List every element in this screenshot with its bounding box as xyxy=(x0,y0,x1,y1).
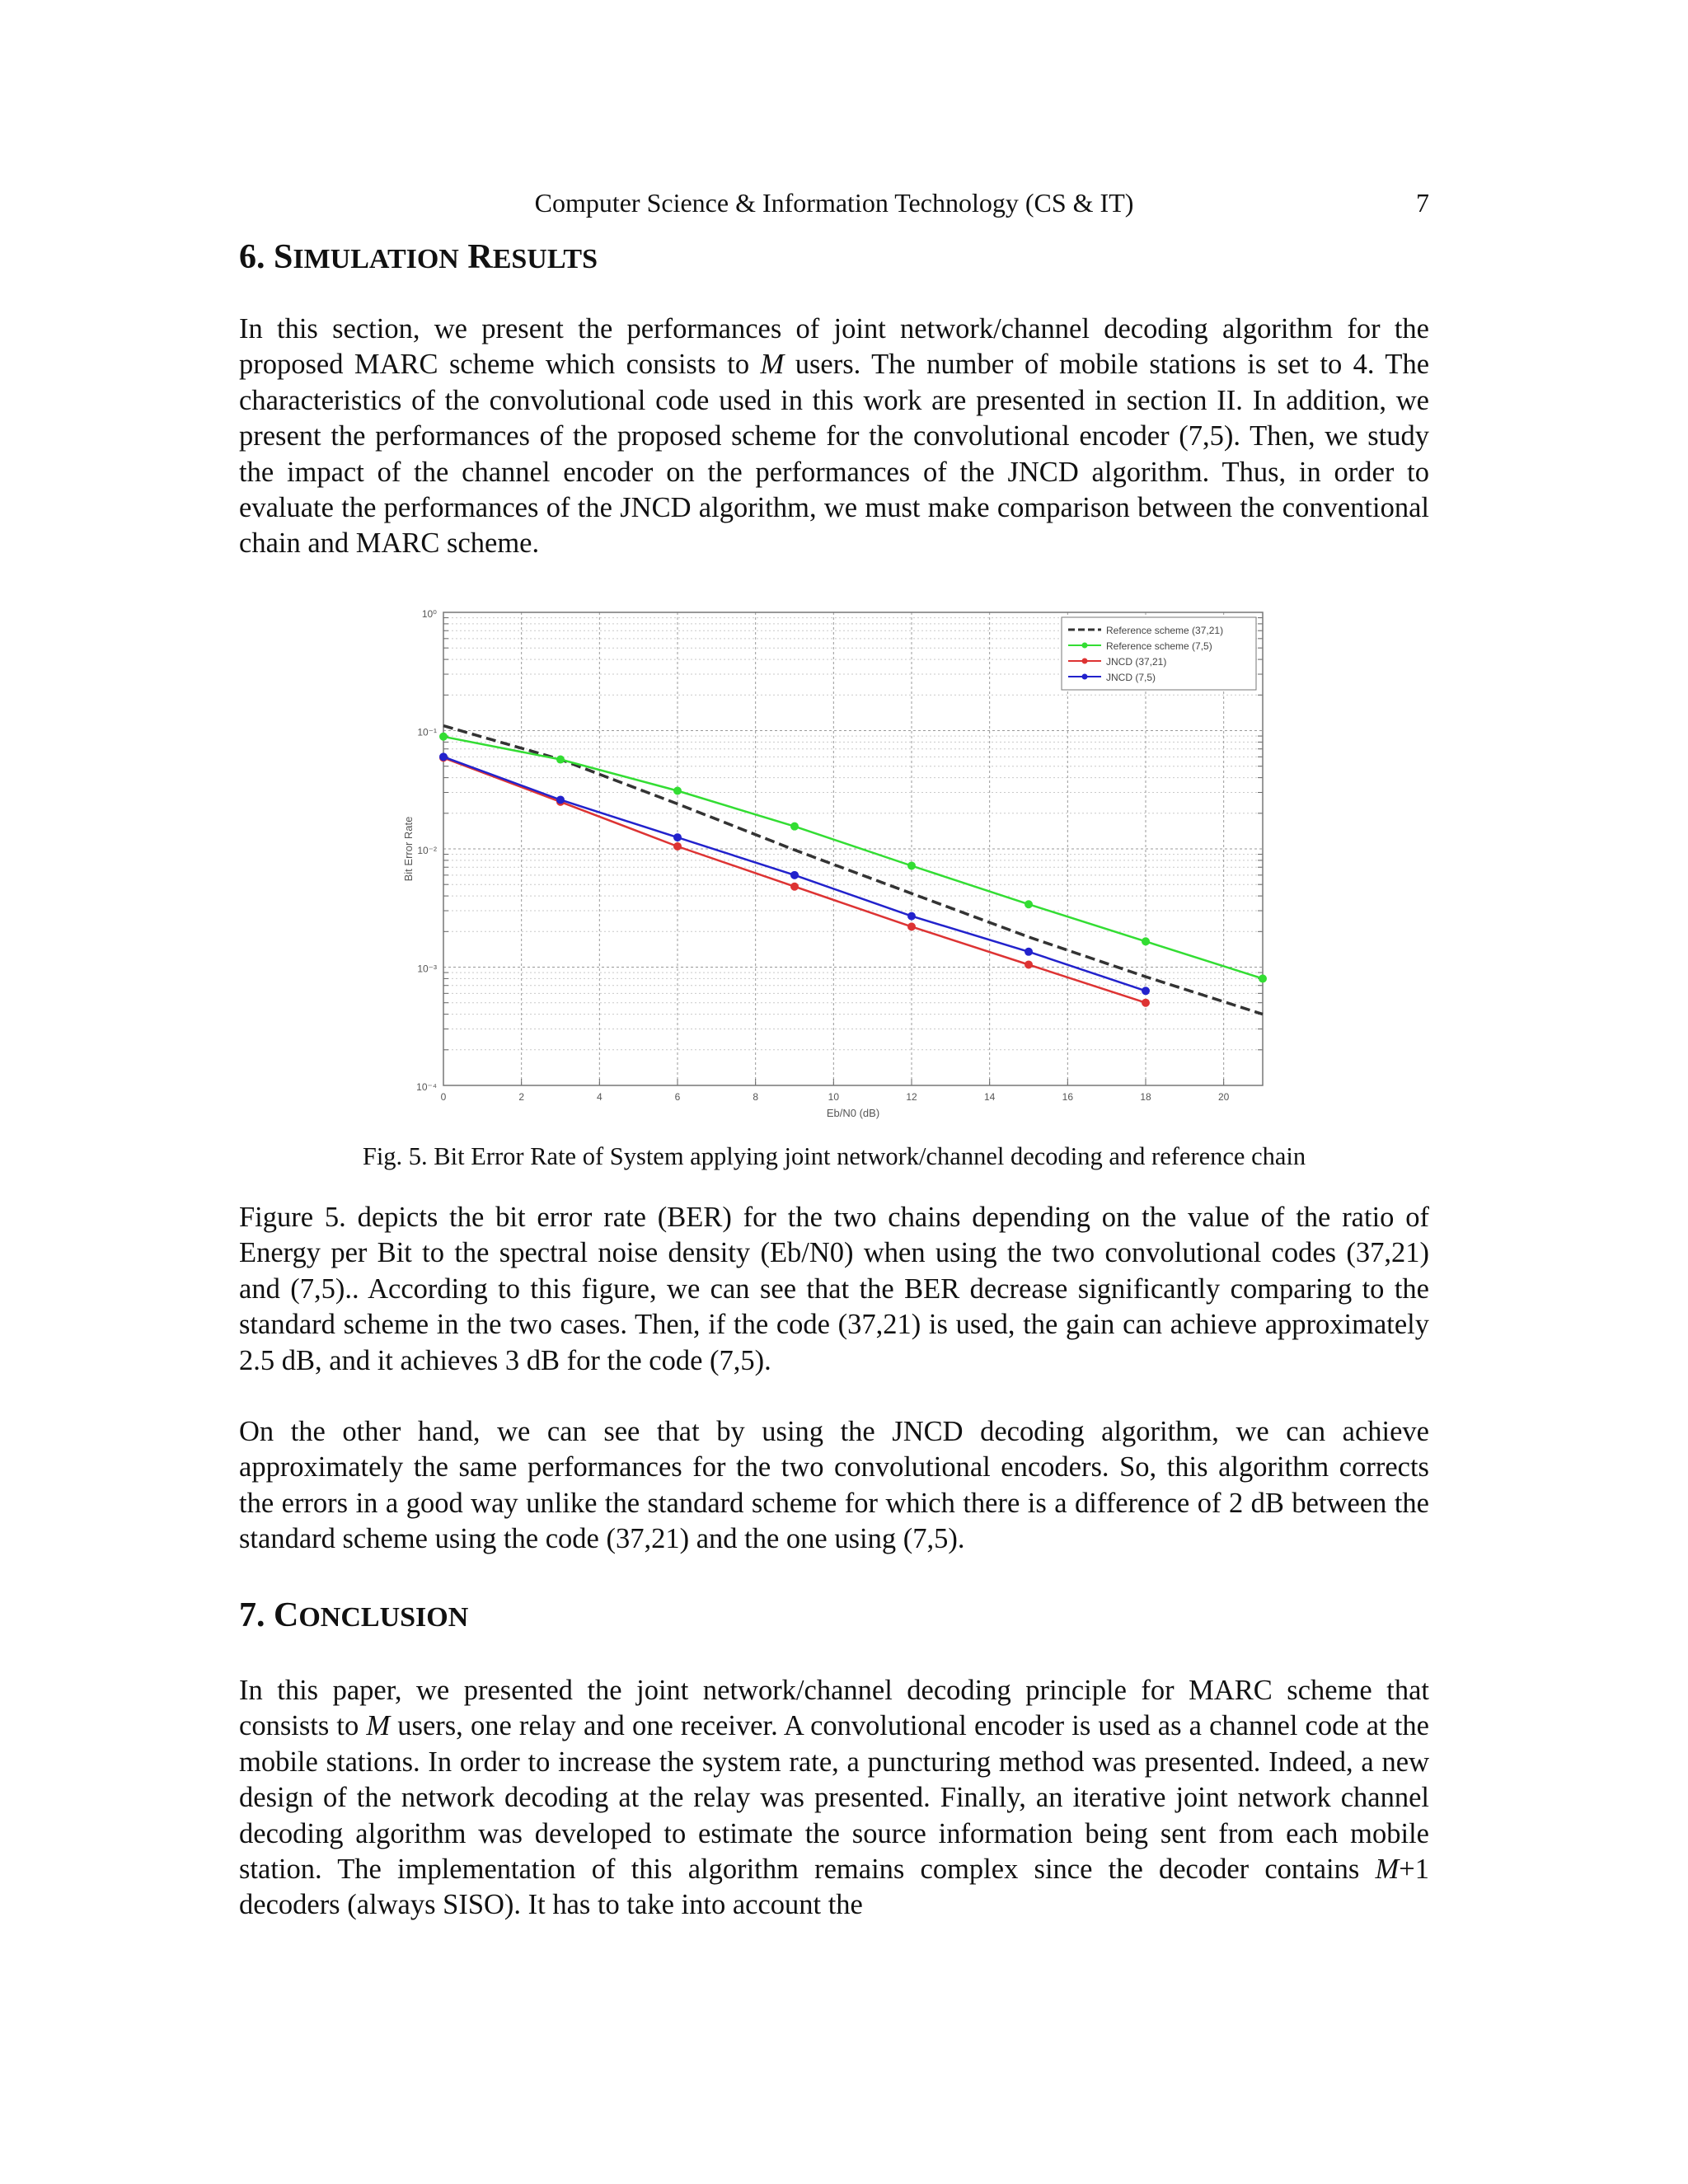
math-variable: M xyxy=(1375,1854,1400,1886)
data-point xyxy=(557,796,565,804)
text-run: In this paper, we presented the joint network/channel decoding principle for MARC scheme that consists to xyxy=(239,1675,1429,1742)
data-point xyxy=(908,912,916,920)
math-variable: M xyxy=(760,349,785,381)
y-tick-label: 10⁰ xyxy=(421,608,437,620)
data-point xyxy=(1142,938,1150,945)
paragraph-figure-discussion: Figure 5. depicts the bit error rate (BER) for the two chains depending on the value of the ratio of Energy per Bit to the spectral noise density (Eb/N0) when using the two convolutional codes (37,21) and (7,5).. According to this figure, we can see that the BER decrease significantly comparing to the standard scheme in the two cases. Then, if the code (37,21) is used, the gain can achieve approximately 2.5 dB, and it achieves 3 dB for the code (7,5). xyxy=(239,1202,1429,1376)
legend-entry: Reference scheme (37,21) xyxy=(1106,625,1224,636)
heading-smallcaps: ONCLUSION xyxy=(298,1602,469,1633)
y-tick-label: 10⁻¹ xyxy=(417,726,437,738)
y-tick-label: 10⁻² xyxy=(417,845,437,856)
figure-5 xyxy=(396,602,1269,1129)
data-point xyxy=(440,733,448,740)
text-run: +1 decoders (always SISO). It has to take into account the xyxy=(239,1854,1429,1921)
heading-smallcaps: ESULTS xyxy=(492,244,598,274)
legend-entry: JNCD (7,5) xyxy=(1106,672,1156,683)
data-point xyxy=(791,883,799,890)
paragraph-conclusion xyxy=(239,1673,1429,1924)
data-point xyxy=(1142,999,1150,1006)
data-point xyxy=(791,823,799,830)
text-run: users. The number of mobile stations is set to 4. The characteristics of the convolutional code used in this work are presented in section II. In addition, we present the performances of the proposed scheme for the convolutional encoder (7,5). Then, we study the impact of the channel encoder on the performances of the JNCD algorithm. Thus, in order to evaluate the performances of the JNCD algorithm, we must make comparison between the conventional chain and MARC scheme. xyxy=(239,349,1430,560)
data-point xyxy=(674,842,682,850)
section-heading-conclusion xyxy=(239,1594,468,1639)
x-tick-label: 16 xyxy=(1062,1091,1074,1103)
paragraph-jncd-comparison: On the other hand, we can see that by using the JNCD decoding algorithm, we can achieve approximately the same performances for the two convolutional encoders. So, this algorithm corrects the errors in a good way unlike the standard scheme for which there is a difference of 2 dB between the standard scheme using the code (37,21) and the one using (7,5). xyxy=(239,1416,1429,1555)
data-point xyxy=(1025,901,1033,908)
x-tick-label: 8 xyxy=(753,1091,759,1103)
x-tick-label: 18 xyxy=(1140,1091,1151,1103)
data-point xyxy=(908,923,916,930)
legend-marker xyxy=(1082,643,1088,649)
data-point xyxy=(1142,987,1150,995)
heading-smallcaps: IMULATION xyxy=(293,244,459,274)
data-point xyxy=(440,753,448,761)
data-point xyxy=(674,787,682,794)
legend-entry: Reference scheme (7,5) xyxy=(1106,640,1212,652)
x-tick-label: 2 xyxy=(518,1091,525,1103)
x-tick-label: 12 xyxy=(906,1091,917,1103)
data-point xyxy=(1025,961,1033,968)
x-tick-label: 20 xyxy=(1217,1091,1230,1103)
text-run: users, one relay and one receiver. A convolutional encoder is used as a channel code at the mobile stations. In order to increase the system rate, a puncturing method was presented. Indeed, a new design of the network decoding at the relay was presented. Finally, an iterative joint network channel decoding algorithm was developed to estimate the source information being sent from each mobile station. The implementation of this algorithm remains complex since the decoder contains xyxy=(239,1710,1429,1886)
section-heading-simulation-results xyxy=(239,236,598,281)
legend-marker xyxy=(1082,658,1088,664)
y-tick-label: 10⁻⁴ xyxy=(416,1081,437,1093)
legend-entry: JNCD (37,21) xyxy=(1106,656,1167,668)
text-run: In this section, we present the performances of joint network/channel decoding algorithm for the proposed MARC scheme which consists to xyxy=(239,313,1429,381)
y-tick-label: 10⁻³ xyxy=(417,963,437,975)
legend-marker xyxy=(1082,674,1088,680)
data-point xyxy=(1025,948,1033,955)
x-tick-label: 0 xyxy=(440,1091,447,1103)
section-number: 7. xyxy=(239,1596,265,1634)
data-point xyxy=(674,834,682,841)
data-point xyxy=(1259,975,1267,982)
x-axis-label: Eb/N0 (dB) xyxy=(826,1107,880,1119)
page-number: 7 xyxy=(1416,188,1429,218)
ber-chart xyxy=(396,602,1269,1129)
x-tick-label: 10 xyxy=(828,1091,840,1103)
paragraph-intro xyxy=(239,312,1429,562)
data-point xyxy=(791,871,799,879)
journal-title: Computer Science & Information Technology (CS & IT) xyxy=(534,188,1134,218)
data-point xyxy=(557,756,565,763)
x-tick-label: 4 xyxy=(596,1091,603,1103)
heading-initial: S xyxy=(274,238,293,276)
heading-initial: C xyxy=(274,1596,299,1634)
figure-caption: Fig. 5. Bit Error Rate of System applying joint network/channel decoding and reference chain xyxy=(362,1142,1306,1170)
section-number: 6. xyxy=(239,238,265,276)
x-tick-label: 14 xyxy=(983,1091,996,1103)
y-axis-label: Bit Error Rate xyxy=(402,816,415,882)
math-variable: M xyxy=(366,1710,391,1742)
data-point xyxy=(908,862,916,869)
heading-initial: R xyxy=(458,238,493,276)
x-tick-label: 6 xyxy=(674,1091,681,1103)
